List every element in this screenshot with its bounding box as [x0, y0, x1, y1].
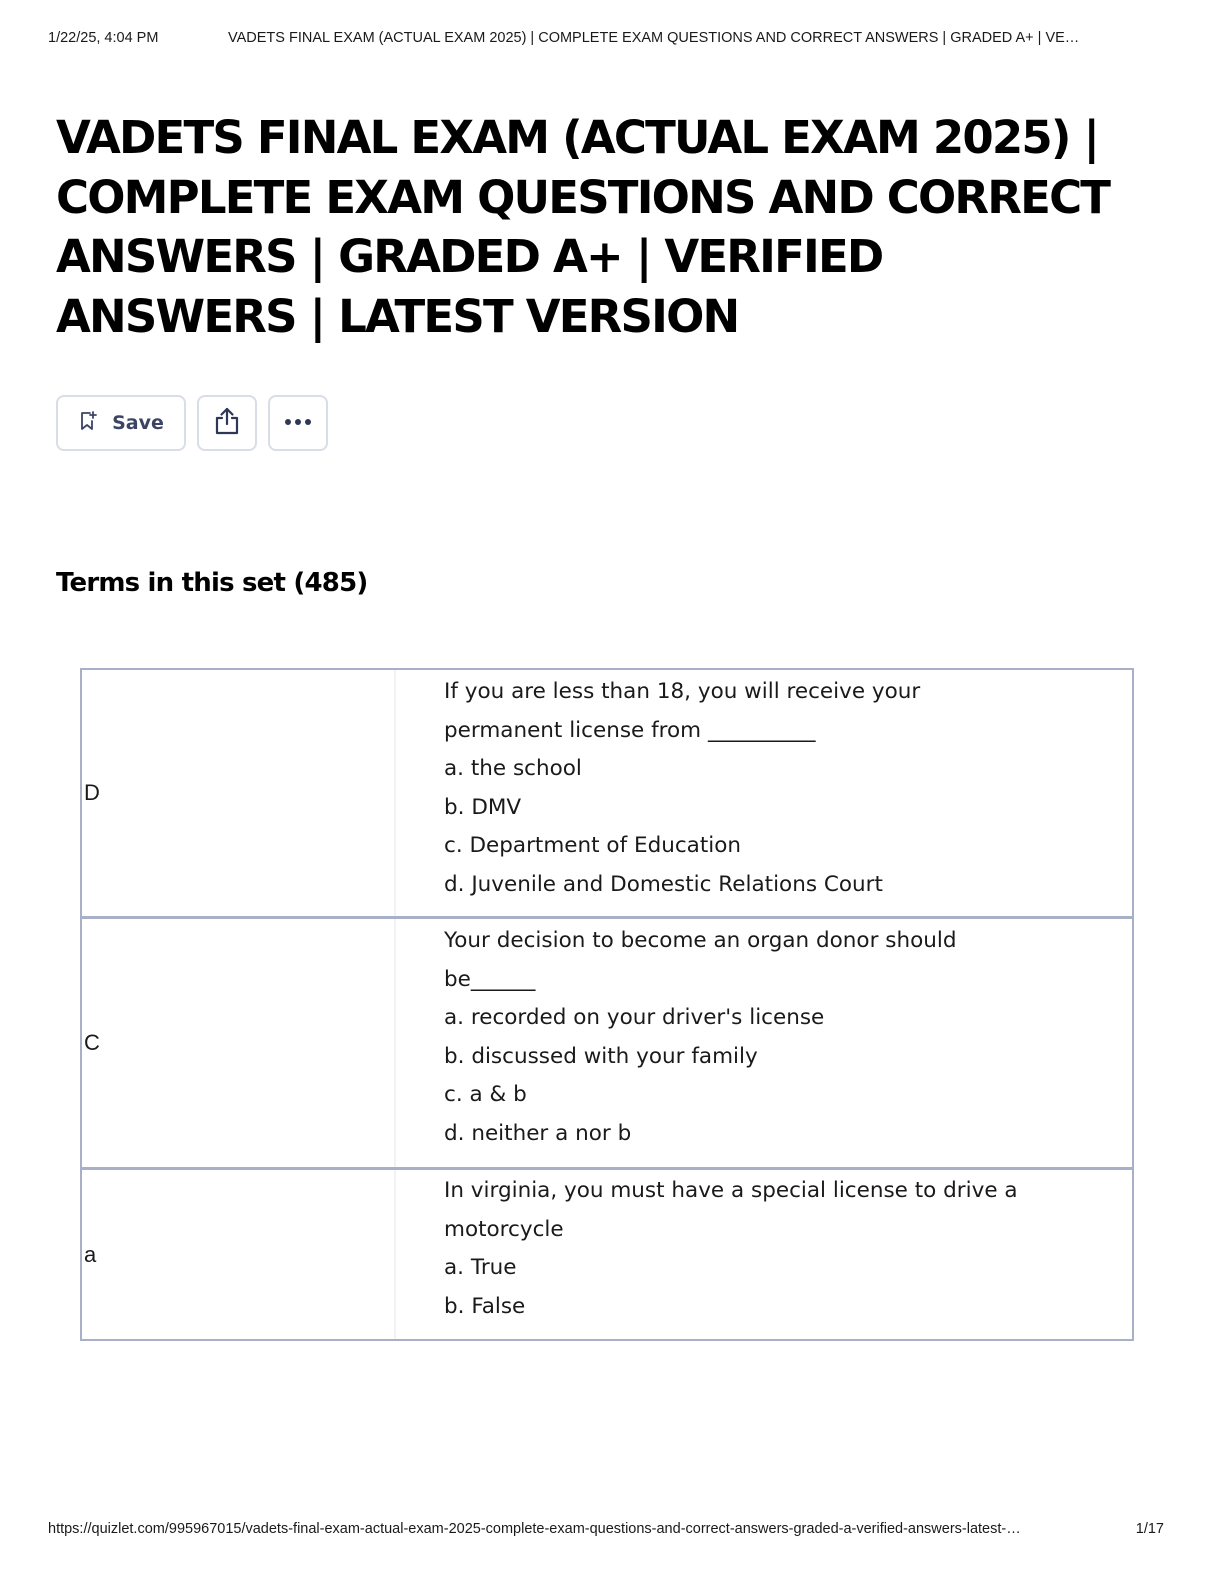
term-question [396, 670, 1132, 916]
save-button[interactable] [56, 395, 186, 451]
term-row [82, 670, 1132, 916]
question-line: Your decision to become an organ donor should [444, 928, 957, 953]
term-answer: D [82, 670, 396, 916]
terms-heading: Terms in this set (485) [56, 568, 368, 598]
term-row [82, 916, 1132, 1167]
term-question [396, 1170, 1132, 1339]
option-line: c. a & b [444, 1082, 527, 1108]
option-line: a. True [444, 1255, 517, 1281]
share-icon [212, 406, 242, 441]
question-line: motorcycle [444, 1216, 564, 1242]
more-horizontal-icon [283, 414, 313, 432]
question-line: be______ [444, 966, 536, 992]
option-line: a. recorded on your driver's license [444, 1005, 825, 1031]
question-line: In virginia, you must have a special license to drive a [444, 1178, 1018, 1203]
option-line: c. Department of Education [444, 833, 742, 859]
term-question [396, 919, 1132, 1167]
term-row [82, 1167, 1132, 1339]
option-line: b. DMV [444, 794, 522, 820]
option-line: b. discussed with your family [444, 1043, 758, 1069]
print-doc-title: VADETS FINAL EXAM (ACTUAL EXAM 2025) | COMPLETE EXAM QUESTIONS AND CORRECT ANSWERS | GRADED A+ | VE… [228, 30, 1080, 46]
share-button[interactable] [197, 395, 257, 451]
terms-list [80, 668, 1134, 1341]
option-line: b. False [444, 1293, 526, 1319]
question-line: If you are less than 18, you will receive your [444, 679, 921, 704]
option-line: d. neither a nor b [444, 1120, 632, 1146]
save-button-label: Save [112, 412, 164, 434]
print-url: https://quizlet.com/995967015/vadets-final-exam-actual-exam-2025-complete-exam-questions-and-correct-answers-graded-a-verified-answers-latest-… [48, 1521, 1021, 1537]
term-answer: a [82, 1170, 396, 1339]
question-line: permanent license from __________ [444, 717, 816, 743]
term-answer: C [82, 919, 396, 1167]
option-line: d. Juvenile and Domestic Relations Court [444, 871, 883, 897]
more-options-button[interactable] [268, 395, 328, 451]
print-date: 1/22/25, 4:04 PM [48, 30, 159, 46]
option-line: a. the school [444, 756, 582, 782]
page-title: VADETS FINAL EXAM (ACTUAL EXAM 2025) | COMPLETE EXAM QUESTIONS AND CORRECT ANSWERS | GRADED A+ | VERIFIED ANSWERS | LATEST VERSION [56, 111, 1110, 343]
bookmark-plus-icon [78, 410, 100, 437]
page-number: 1/17 [1135, 1521, 1164, 1537]
